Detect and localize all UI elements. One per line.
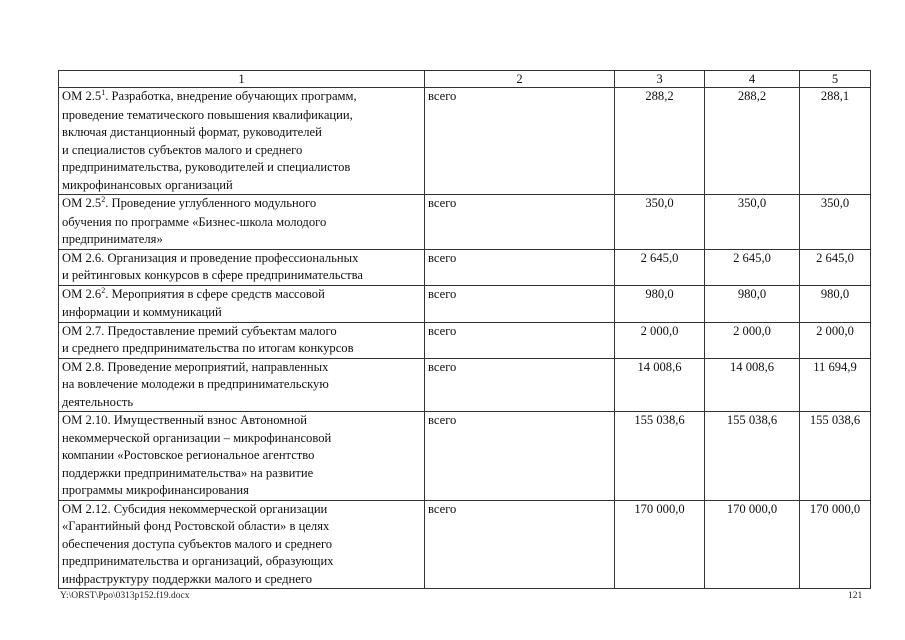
description-line: и рейтинговых конкурсов в сфере предпринимательства	[62, 268, 364, 282]
activity-code: ОМ 2.8. Проведение мероприятий, направленных	[62, 359, 329, 374]
amount-cell: 170 000,0	[615, 500, 705, 589]
description-line: обучения по программе «Бизнес-школа молодого	[62, 214, 327, 229]
activity-description	[59, 358, 425, 412]
amount-cell: 2 000,0	[705, 322, 800, 358]
activity-code: ОМ 2.5	[62, 89, 102, 103]
activity-code: ОМ 2.6. Организация и проведение профессиональных	[62, 250, 359, 265]
description-line: деятельность	[62, 394, 134, 409]
table-row	[59, 249, 871, 285]
amount-cell: 170 000,0	[800, 500, 871, 589]
activity-code: ОМ 2.5	[62, 196, 102, 210]
description-line: микрофинансовых организаций	[62, 177, 233, 192]
funding-type: всего	[425, 285, 615, 322]
description-line: проведение тематического повышения квалификации,	[62, 107, 353, 122]
table-row	[59, 285, 871, 322]
funding-type: всего	[425, 88, 615, 195]
footnote-superscript: 2	[101, 285, 106, 295]
amount-cell: 2 000,0	[615, 322, 705, 358]
funding-type: всего	[425, 500, 615, 589]
table-row	[59, 500, 871, 589]
column-header: 4	[705, 71, 800, 88]
amount-cell: 288,1	[800, 88, 871, 195]
description-line: программы микрофинансирования	[62, 483, 249, 497]
amount-cell: 350,0	[705, 195, 800, 250]
amount-cell: 2 645,0	[615, 249, 705, 285]
amount-cell: 2 645,0	[800, 249, 871, 285]
amount-cell: 155 038,6	[615, 412, 705, 501]
column-header: 2	[425, 71, 615, 88]
table-row	[59, 195, 871, 250]
amount-cell: 14 008,6	[615, 358, 705, 412]
activity-code: ОМ 2.10. Имущественный взнос Автономной	[62, 413, 308, 427]
amount-cell: 155 038,6	[705, 412, 800, 501]
funding-type: всего	[425, 358, 615, 412]
activity-description	[59, 285, 425, 322]
description-line: предпринимателя»	[62, 232, 163, 246]
amount-cell: 980,0	[800, 285, 871, 322]
column-header: 1	[59, 71, 425, 88]
amount-cell: 2 645,0	[705, 249, 800, 285]
activity-description	[59, 195, 425, 250]
amount-cell: 288,2	[615, 88, 705, 195]
amount-cell: 350,0	[800, 195, 871, 250]
amount-cell: 170 000,0	[705, 500, 800, 589]
description-line: обеспечения доступа субъектов малого и среднего	[62, 536, 333, 551]
table-row	[59, 358, 871, 412]
description-line: предпринимательства, руководителей и специалистов	[62, 160, 351, 174]
description-line: информации и коммуникаций	[62, 305, 222, 319]
footnote-superscript: 1	[101, 88, 106, 97]
table-row	[59, 88, 871, 195]
column-header: 5	[800, 71, 871, 88]
description-line: и специалистов субъектов малого и среднего	[62, 142, 303, 157]
activity-code: ОМ 2.6	[62, 286, 102, 301]
amount-cell: 980,0	[615, 285, 705, 322]
activity-description	[59, 249, 425, 285]
description-line: поддержки предпринимательства» на развитие	[62, 465, 314, 480]
description-line: предпринимательства и организаций, образующих	[62, 554, 334, 568]
activity-code: ОМ 2.12. Субсидия некоммерческой организации	[62, 501, 328, 516]
description-line: инфраструктуру поддержки малого и среднего	[62, 571, 312, 586]
description-line: «Гарантийный фонд Ростовской области» в целях	[62, 519, 330, 533]
amount-cell: 288,2	[705, 88, 800, 195]
column-header: 3	[615, 71, 705, 88]
description-line: . Мероприятия в сфере средств массовой	[105, 286, 325, 301]
funding-type: всего	[425, 412, 615, 501]
table-row	[59, 412, 871, 501]
footnote-superscript: 2	[101, 195, 106, 204]
description-line: на вовлечение молодежи в предпринимательскую	[62, 377, 329, 391]
table-header-row	[59, 71, 871, 88]
amount-cell: 2 000,0	[800, 322, 871, 358]
activity-description	[59, 412, 425, 501]
funding-type: всего	[425, 249, 615, 285]
activity-description	[59, 322, 425, 358]
description-line: и среднего предпринимательства по итогам конкурсов	[62, 341, 354, 355]
amount-cell: 11 694,9	[800, 358, 871, 412]
description-line: . Разработка, внедрение обучающих программ,	[105, 89, 357, 103]
amount-cell: 14 008,6	[705, 358, 800, 412]
description-line: включая дистанционный формат, руководителей	[62, 125, 322, 139]
description-line: некоммерческой организации – микрофинансовой	[62, 430, 332, 445]
amount-cell: 350,0	[615, 195, 705, 250]
page-number: 121	[848, 591, 863, 601]
activity-code: ОМ 2.7. Предоставление премий субъектам малого	[62, 323, 337, 338]
description-line: компании «Ростовское региональное агентство	[62, 448, 315, 462]
amount-cell: 980,0	[705, 285, 800, 322]
budget-table	[58, 70, 871, 589]
file-path: Y:\ORST\Ppo\0313p152.f19.docx	[60, 591, 190, 601]
activity-description	[59, 88, 425, 195]
funding-type: всего	[425, 195, 615, 250]
description-line: . Проведение углубленного модульного	[105, 196, 317, 210]
funding-type: всего	[425, 322, 615, 358]
activity-description	[59, 500, 425, 589]
table-row	[59, 322, 871, 358]
amount-cell: 155 038,6	[800, 412, 871, 501]
